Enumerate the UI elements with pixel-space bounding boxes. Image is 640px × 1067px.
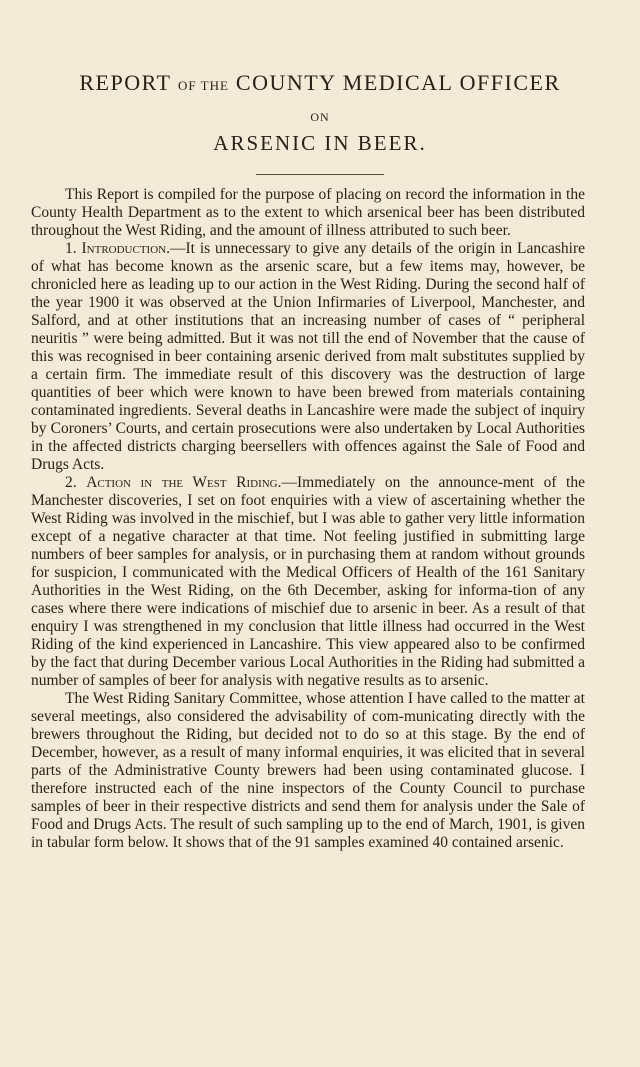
paragraph-text: The West Riding Sanitary Committee, whose attention I have called to the matter at several meetings, also considered the advisability of com-municating directly with the brewers throughout the Riding, but decided not to do so at this stage. By the end of December, however, as a result of many informal enquiries, it was elicited that in several parts of the Administrative County brewers had been using contaminated glucose. I therefore instructed each of the nine inspectors of the County Council to purchase samples of beer in their respective districts and send them for analysis under the Sale of Food and Drugs Acts. The result of such sampling up to the end of March, 1901, is given in tabular form below. It shows that of the 91 samples examined 40 contained arsenic.: [31, 690, 585, 851]
title-county-medical-officer: COUNTY MEDICAL OFFICER: [235, 70, 561, 95]
section-introduction: [31, 240, 585, 474]
title-divider: [256, 174, 384, 175]
section-heading: Introduction.: [81, 240, 170, 257]
section-action-west-riding: [31, 474, 585, 690]
sanitary-committee-paragraph: [31, 690, 585, 852]
paragraph-text: This Report is compiled for the purpose of placing on record the information in the County Health Department as to the extent to which arsenical beer has been distributed throughout the West Riding, and the amount of illness attributed to such beer.: [31, 186, 585, 239]
title-report: REPORT: [79, 70, 171, 95]
report-subject: ARSENIC IN BEER.: [213, 131, 427, 155]
intro-paragraph: [31, 186, 585, 240]
title-of-the: OF THE: [178, 78, 229, 93]
section-heading: Action in the West Riding.: [86, 474, 282, 491]
report-title: [0, 70, 640, 96]
paragraph-text: —It is unnecessary to give any details of the origin in Lancashire of what has become known as the arsenic scare, but a few items may, however, be chronicled here as leading up to our action in the West Riding. During the second half of the year 1900 it was observed at the Union Infirmaries of Liverpool, Manchester, and Salford, and at other institutions that an increasing number of cases of “ peripheral neuritis ” were being admitted. But it was not till the end of November that the cause of this was recognised in beer containing arsenic derived from malt substitutes supplied by a certain firm. The immediate result of this discovery was the destruction of large quantities of beer which were known to have been brewed from materials containing contaminated ingredients. Several deaths in Lancashire were made the subject of inquiry by Coroners’ Courts, and certain prosecutions were also undertaken by Local Authorities in the affected districts charging beersellers with offences against the Sale of Food and Drugs Acts.: [31, 240, 585, 473]
section-number: 1.: [65, 240, 77, 257]
title-on: ON: [310, 110, 330, 124]
paragraph-text: —Immediately on the announce-ment of the Manchester discoveries, I set on foot enquiries with a view of ascertaining whether the West Riding was involved in the mischief, but I was able to gather very little information except of a negative character at that time. Not feeling justified in submitting large numbers of beer samples for analysis, or in purchasing them at random without grounds for suspicion, I communicated with the Medical Officers of Health of the 161 Sanitary Authorities in the West Riding, on the 6th December, asking for informa-tion of any cases where there were indications of mischief due to arsenic in beer. As a result of that enquiry I was strengthened in my conclusion that little illness had occurred in the West Riding of the kind experienced in Lancashire. This view appeared also to be confirmed by the fact that during December various Local Authorities in the Riding had submitted a number of samples of beer for analysis with negative results as to arsenic.: [31, 474, 585, 689]
section-number: 2.: [65, 474, 77, 491]
report-body: [31, 186, 585, 852]
